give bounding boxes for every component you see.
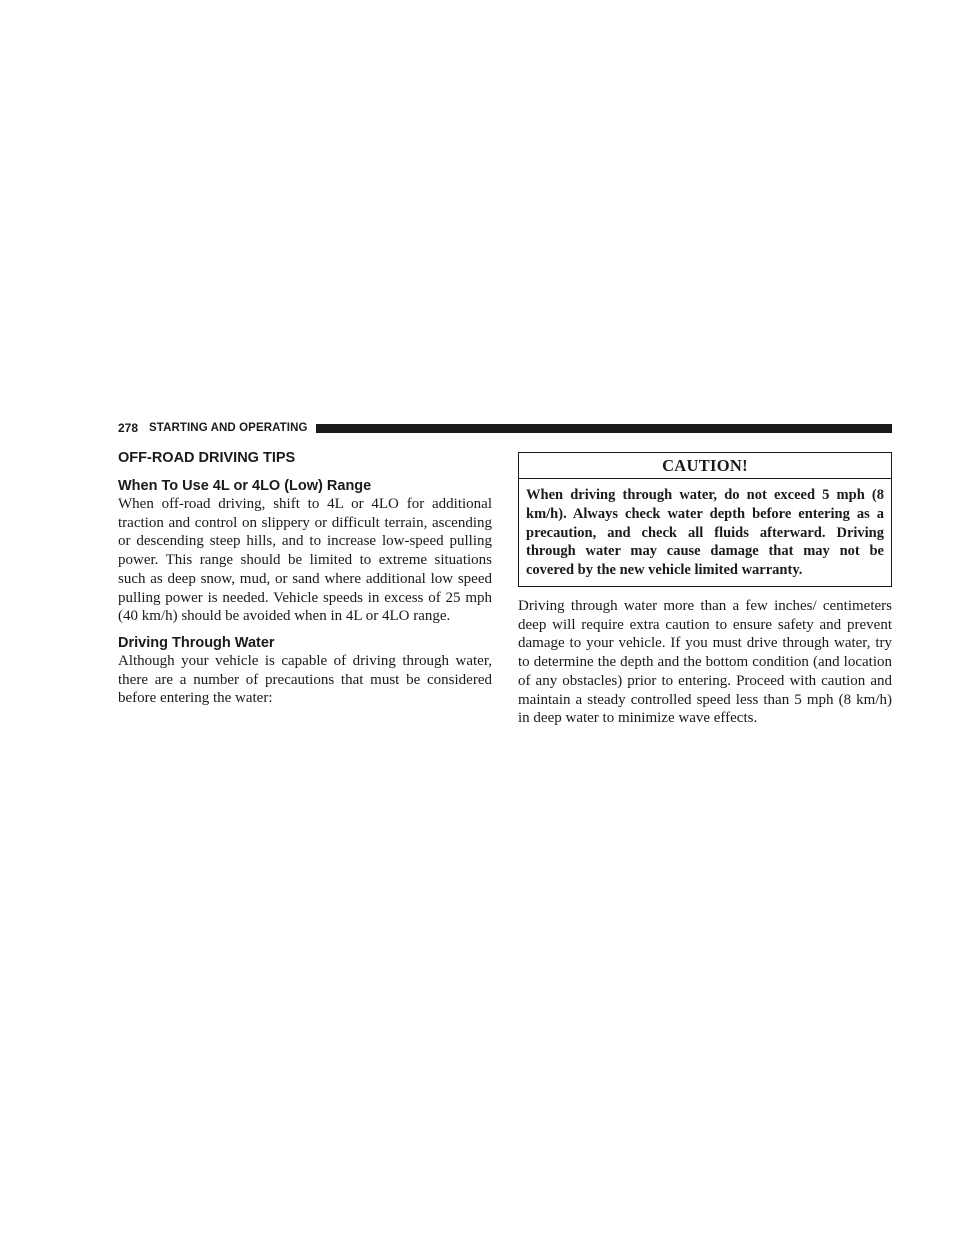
page-title: OFF-ROAD DRIVING TIPS (118, 450, 296, 466)
section-heading-water: Driving Through Water (118, 634, 275, 651)
section-name: STARTING AND OPERATING (149, 422, 308, 434)
section-heading-low-range: When To Use 4L or 4LO (Low) Range (118, 478, 372, 494)
left-column (118, 449, 492, 708)
low-range-paragraph: When off-road driving, shift to 4L or 4LO for additional traction and control on slippery or difficult terrain, ascending or descending steep hills, and to increase low-speed pulling power. This range should be limited to extreme situations such as deep snow, mud, or sand where additional low speed pulling power is needed. Vehicle speeds in excess of 25 mph (40 km/h) should be avoided when in 4L or 4LO range. (118, 496, 492, 625)
water-depth-paragraph: Driving through water more than a few inches/ centimeters deep will require extra caution to ensure safety and prevent damage to your vehicle. If you must drive through water, try to determine the depth and the bottom condition (and location of any obstacles) prior to entering. Proceed with caution and maintain a steady controlled speed less than 5 mph (8 km/h) in deep water to minimize wave effects. (518, 597, 892, 727)
header-rule (316, 424, 892, 433)
right-column (518, 452, 892, 728)
page-header (118, 420, 892, 436)
page-number: 278 (118, 421, 139, 435)
caution-text: When driving through water, do not exceed 5 mph (8 km/h). Always check water depth before entering as a precaution, and check all fluids afterward. Driving through water may cause damage that may not be covered by the new vehicle limited warranty. (526, 487, 884, 579)
caution-title: CAUTION! (519, 453, 891, 479)
water-intro-paragraph: Although your vehicle is capable of driving through water, there are a number of precautions that must be considered before entering the water: (118, 652, 492, 707)
caution-box (518, 452, 892, 587)
